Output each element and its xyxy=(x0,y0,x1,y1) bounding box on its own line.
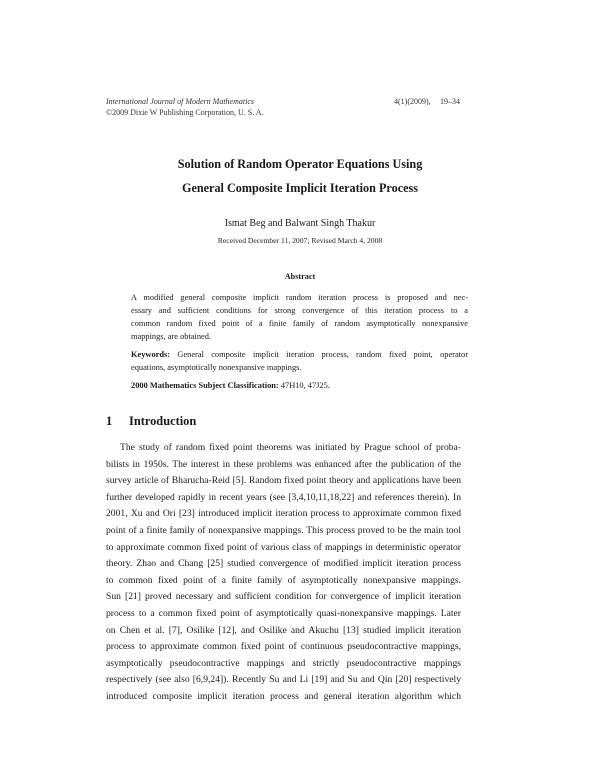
keywords-text: equations, asymptotically nonexpansive mappings. xyxy=(131,363,302,372)
abstract-heading: Abstract xyxy=(284,272,316,281)
msc-label: 2000 Mathematics Subject Classification: xyxy=(131,381,279,390)
abstract-line: common random fixed point of a finite family of random asymptotically nonexpansive xyxy=(131,319,468,328)
abstract-line: mappings, are obtained. xyxy=(131,332,212,341)
section-title: Introduction xyxy=(129,414,197,428)
body-line: to approximate common fixed point of various class of mappings in deterministic operator xyxy=(106,541,461,553)
body-line: respectively (see also [6,9,24]). Recently Su and Li [19] and Su and Qin [20] respectively xyxy=(106,674,461,686)
body-line: to common fixed point of a finite family of asymptotically nonexpansive mappings. xyxy=(106,574,461,586)
body-line: on Chen et al. [7], Osilike [12], and Osilike and Akuchu [13] studied implicit iteration xyxy=(106,624,461,636)
introduction-body xyxy=(106,440,461,706)
section-heading xyxy=(106,414,196,429)
keywords-text: General composite implicit iteration process, random fixed point, operator xyxy=(177,350,468,359)
submission-dates: Received December 11, 2007; Revised March 4, 2008 xyxy=(217,236,383,245)
author-list: Ismat Beg and Balwant Singh Thakur xyxy=(224,218,376,229)
body-line: process to a common fixed point of asymptotically quasi-nonexpansive mappings. Later xyxy=(106,607,461,619)
section-number: 1 xyxy=(106,414,113,428)
volume-issue: 4(1)(2009), xyxy=(394,97,431,106)
msc-value: 47H10, 47J25. xyxy=(280,381,330,390)
body-line: 2001, Xu and Ori [23] introduced implicit iteration process to approximate common fixed xyxy=(106,508,461,520)
body-line: process to approximate common fixed point of continuous pseudocontractive mappings, xyxy=(106,641,461,653)
body-line: Sun [21] proved necessary and sufficient condition for convergence of implicit iteration xyxy=(106,591,461,603)
body-line: survey article of Bharucha-Reid [5]. Random fixed point theory and applications have been xyxy=(106,475,461,487)
body-line: further developed rapidly in recent years (see [3,4,10,11,18,22] and references therein). In xyxy=(106,491,461,503)
abstract-line: A modified general composite implicit random iteration process is proposed and nec- xyxy=(131,293,468,302)
body-line: theory. Zhao and Chang [25] studied convergence of modified implicit iteration process xyxy=(106,558,461,570)
body-line: introduced composite implicit iteration process and general iteration algorithm which xyxy=(106,690,461,702)
journal-name: International Journal of Modern Mathematics xyxy=(106,97,254,106)
abstract-line: essary and sufficient conditions for strong convergence of this iteration process to a xyxy=(131,306,468,315)
paper-title-line-2: General Composite Implicit Iteration Process xyxy=(181,181,419,195)
keywords-block xyxy=(131,348,468,374)
copyright-line: ©2009 Dixie W Publishing Corporation, U. S. A. xyxy=(106,108,264,117)
abstract-body xyxy=(131,291,468,343)
body-line: point of a finite family of nonexpansive mappings. This process proved to be the main tool xyxy=(106,524,461,536)
page-range: 19–34 xyxy=(440,97,460,106)
msc-block xyxy=(131,379,468,392)
body-line: asymptotically pseudocontractive mappings and strictly pseudocontractive mappings xyxy=(106,657,461,669)
keywords-label: Keywords: xyxy=(131,350,171,359)
paper-title-line-1: Solution of Random Operator Equations Using xyxy=(177,157,423,171)
body-line: The study of random fixed point theorems was initiated by Prague school of proba- xyxy=(120,442,461,453)
body-line: bilists in 1950s. The interest in these problems was enhanced after the publication of the xyxy=(106,458,461,470)
